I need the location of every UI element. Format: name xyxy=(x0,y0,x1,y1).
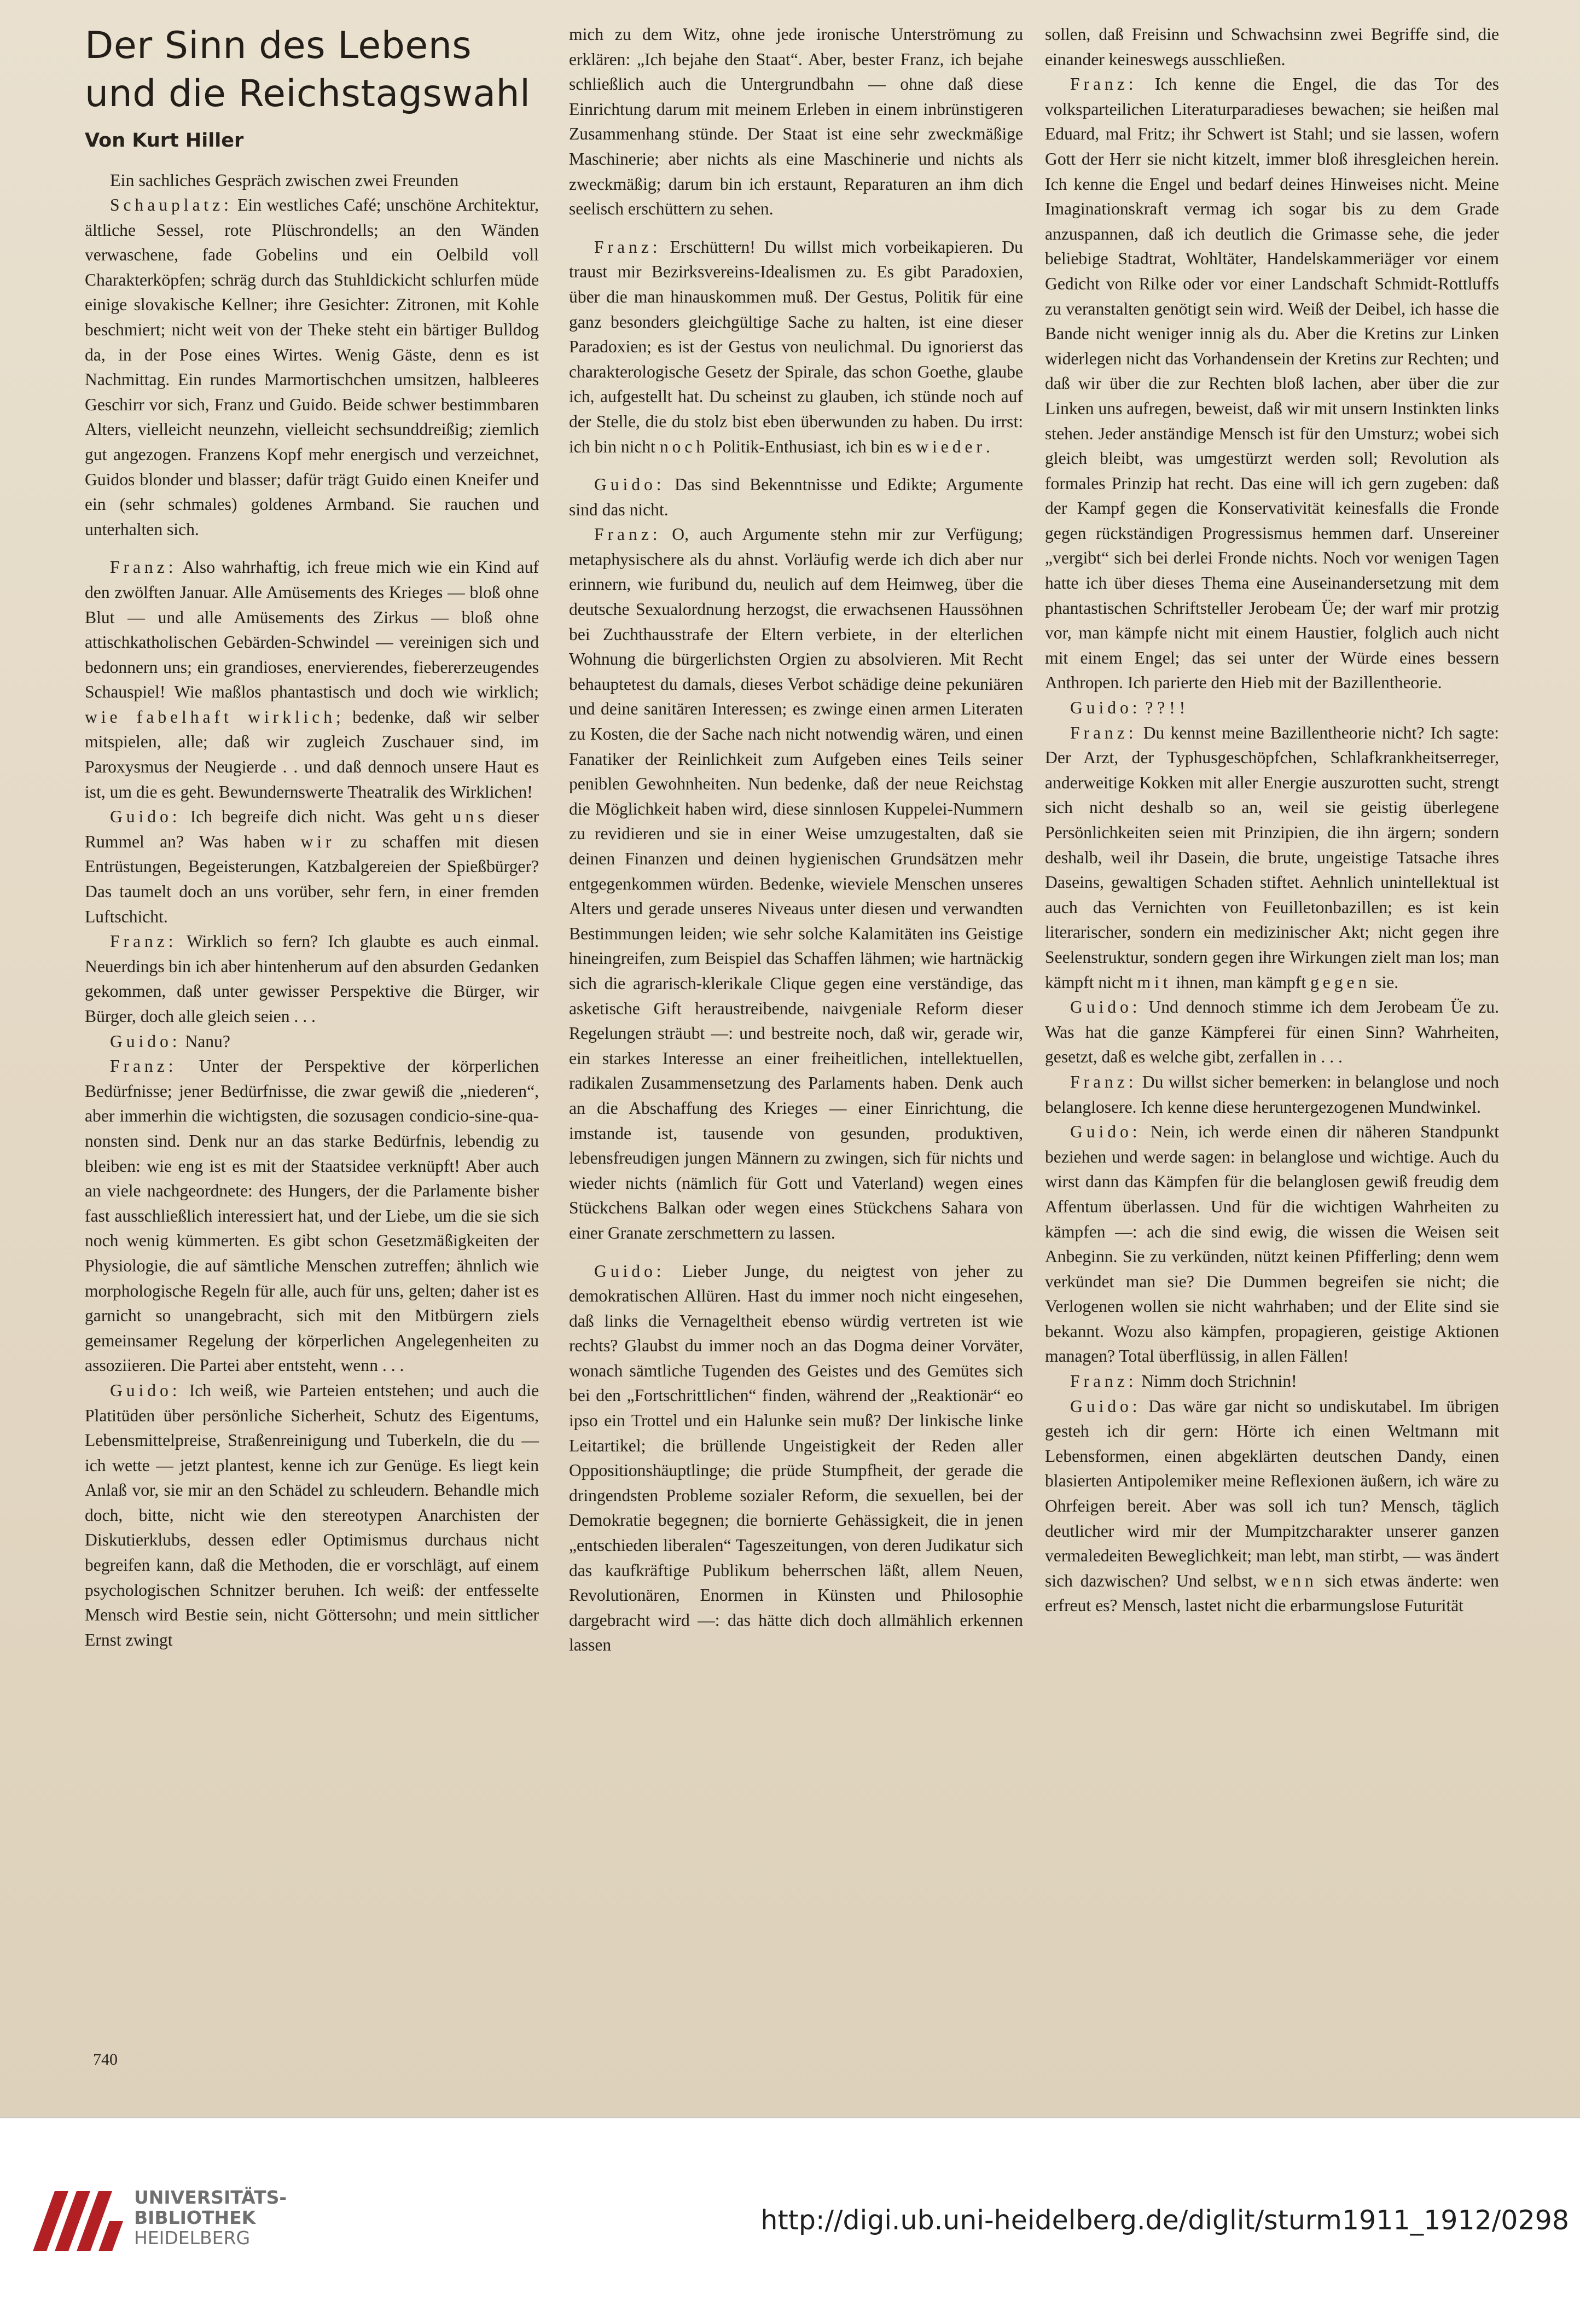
dialogue-paragraph: Franz: Wirklich so fern? Ich glaubte es auch einmal. Neuerdings bin ich aber hintenherum auf den absurden Gedanken gekommen, daß unter gewisser Perspektive die Bürger, wir Bürger, doch alle gleich seien . . . xyxy=(85,932,539,1026)
column-left xyxy=(85,22,539,1652)
speaker-label: Guido: xyxy=(110,1380,181,1400)
dialogue-paragraph: Franz: Erschüttern! Du willst mich vorbeikapieren. Du traust mir Bezirksvereins-Idealismen zu. Es gibt Paradoxien, über die man hinauskommen muß. Der Gestus, Politik für eine ganz besonders gleichgültige Sache zu halten, ist eine dieser Paradoxien; es ist der Gestus von neulichmal. Du ignorierst das charakterologische Gesetz der Spirale, das schon Goethe, glaube ich, aufgestellt hat. Du scheinst zu glauben, ich stünde noch auf der Stelle, die du stolz bist eben überwunden zu haben. Du irrst: ich bin nicht noch Politik-Enthusiast, ich bin es wieder. xyxy=(569,237,1023,456)
title-line-1: Der Sinn des Lebens xyxy=(85,24,472,67)
dialogue-paragraph: Franz: Ich kenne die Engel, die das Tor des volksparteilichen Literaturparadieses bewachen; sie heißen mal Eduard, mal Fritz; ihr Schwert ist Stahl; und sie lassen, wofern Gott der Herr sie nicht kitzelt, immer bloß ihresgleichen herein. Ich kenne die Engel und bedarf deines Hinweises nicht. Meine Imaginationskraft vermag ich sogar bis zu dem Grade anzuspannen, daß ich deutlich die Grimasse sehe, die jeder beliebige Stadtrat, Wohltäter, Handelskammeriäger vor einem Gedicht von Rilke oder vor einer Landschaft Schmidt-Rottluffs zu veranstalten genötigt sein wird. Weiß der Deibel, ich hasse die Bande nicht weniger innig als du. Aber die Kretins zur Linken widerlegen nicht das Vorhandensein der Kretins zur Rechten; und daß wir über die zur Rechten bloß lachen, aber über die zur Linken uns aufregen, beweist, daß wir mit unsern Instinkten links stehen. Jeder anständige Mensch ist für den Umsturz; wobei sich gleich bleibt, was umgestürzt werden soll; Revolution als formales Prinzip hat recht. Das eine will ich gern zugeben: daß der Kampf gegen die Konservativität keinesfalls die Fronde gegen rückständigen Progressismus hemmen darf. Unsereiner „vergibt“ sich bei derlei Fronde nichts. Noch vor wenigen Tagen hatte ich über dieses Thema eine Auseinandersetzung mit dem phantastischen Schriftsteller Jerobeam Üe; der warf mir protzig vor, man kämpfe nicht mit einem Haustier, folglich auch nicht mit einem Engel; das sei unter der Würde eines bessern Anthropen. Ich parierte den Hieb mit der Bazillentheorie. xyxy=(1045,74,1500,693)
library-name xyxy=(134,2187,287,2248)
dialogue-paragraph: Guido: Ich weiß, wie Parteien entstehen; und auch die Platitüden über persönliche Sicherheit, Schutz des Eigentums, Lebensmittelpreise, Straßenreinigung und Tuberkeln, die du — ich wette — jetzt plantest, kenne ich zur Genüge. Es liegt kein Anlaß vor, sie mir an den Schädel zu schleudern. Behandle mich doch, bitte, nicht wie den stereotypen Anarchisten der Diskutierklubs, dessen edler Optimismus durchaus nicht begreifen kann, daß die Methoden, die er vorschlägt, auf einem psychologischen Schnitzer beruhen. Ich weiß: der entfesselte Mensch wird Bestie sein, nicht Göttersohn; und mein sittlicher Ernst zwingt xyxy=(85,1380,539,1649)
dialogue-paragraph: Guido: Das sind Bekenntnisse und Edikte; Argumente sind das nicht. xyxy=(569,475,1024,519)
dialogue-paragraph: Franz: Nimm doch Strichnin! xyxy=(1070,1372,1297,1391)
dialogue-paragraph: Franz: Also wahrhaftig, ich freue mich wie ein Kind auf den zwölften Januar. Alle Amüsements des Krieges — bloß ohne Blut — und alle Amüsements des Zirkus — bloß ohne attischkatholischen Gebärden-Schwindel — vereinigen sich und bedonnern uns; ein grandioses, enervierendes, fiebererzeugendes Schauspiel! Wie maßlos phantastisch und doch wie wirklich; wie fabelhaft wirklich; bedenke, daß wir selber mitspielen, alle; daß wir zugleich Zuschauer sind, im Paroxysmus der Neugierde . . und daß dennoch unsere Haut es ist, um die es geht. Bewundernswerte Theatralik des Wirklichen! xyxy=(85,557,539,801)
speaker-label: Guido: xyxy=(110,1031,181,1051)
speaker-label: Franz: xyxy=(594,525,661,544)
speaker-label: Franz: xyxy=(110,932,177,951)
dialogue-paragraph: Guido: Lieber Junge, du neigtest von jeher zu demokratischen Allüren. Hast du immer noch nicht eingesehen, daß links die Vernageltheit ebenso würdig vertreten ist wie rechts? Glaubst du immer noch an das Dogma deiner Vorväter, wonach sämtliche Tugenden des Geistes und des Gemütes sich bei den „Fortschrittlichen“ finden, während der „Reaktionär“ eo ipso ein Trottel und ein Halunke sein muß? Der linkische linke Leitartikel; die brüllende Ungeistigkeit der Reden aller Oppositionshäuptlinge; die prüde Stumpfheit, der gerade die dringendsten Probleme sozialer Reform, die sexuellen, bei der Demokratie begegnen; die bornierte Gehässigkeit, die in jenen „entschieden liberalen“ Tageszeitungen, von deren Judikatur sich das kaufkräftige Publikum beherrschen läßt, allem Neuen, Revolutionären, Enormen in Künsten und Philosophie dargebracht wird —: das hätte dich doch allmählich erkennen lassen xyxy=(569,1261,1023,1655)
speaker-label: Guido: xyxy=(594,475,665,495)
column-right xyxy=(1045,22,1499,1618)
speaker-label: Franz: xyxy=(1070,1372,1137,1391)
speaker-label: Guido: xyxy=(110,807,181,827)
speaker-label: Guido: xyxy=(1070,1396,1141,1416)
dialogue-paragraph: Franz: O, auch Argumente stehn mir zur Verfügung; metaphysischere als du ahnst. Vorläufig werde ich dich aber nur erinnern, wie furibund du, neulich auf dem Heimweg, über die deutsche Sexualordnung herzogst, die erwachsenen Haussöhnen bei Zuchthausstrafe der Eltern verbiete, in der elterlichen Wohnung die bürgerlichsten Orgien zu absolvieren. Mit Recht behauptetest du damals, dieses Verbot schädige deine pekuniären und deine sanitären Interessen; es zwinge einen armen Literaten zu Kosten, die der Sache nach nicht notwendig wären, und einen Fanatiker der Reinlichkeit zum Aufgeben eines Teils seiner peniblen Gewohnheiten. Nun bedenke, daß der neue Reichstag die Möglichkeit haben wird, diese sinnlosen Kuppelei-Nummern zu revidieren und sie in einer Weise umzugestalten, daß sie deinen Finanzen und deinen hygienischen Grundsätzen mehr entgegenkommen würden. Bedenke, wieviele Menschen unseres Alters und gerade unseres Niveaus unter diesen und verwandten Bestimmungen leiden; wie sehr solche Kalamitäten ins Geistige hineingreifen, zum Beispiel das Schaffen lähmen; wie hartnäckig sich die agrarisch-klerikale Clique gegen eine verständige, das asketische Gift heraustreibende, naivgeniale Reform dieser Regelungen sträubt —: und bestreite noch, daß wir, gerade wir, ein starkes Interesse an einer freiheitlichen, intellektuellen, radikalen Zusammensetzung des Parlaments haben. Denk auch an die Abschaffung des Krieges — einer Einrichtung, die imstande ist, tausende von gesunden, produktiven, lebensfreudigen jungen Männern zu zwingen, sich für nichts und wieder nichts (nämlich für Gott und Vaterland) wegen eines Stückchens Balkan oder wegen eines Stückchens Sahara von einer Granate zerschmettern zu lassen. xyxy=(569,525,1024,1242)
library-footer xyxy=(0,2117,1580,2324)
speaker-label: Franz: xyxy=(1070,723,1137,742)
speaker-label: Franz: xyxy=(1070,1072,1137,1091)
column-middle xyxy=(569,22,1023,1658)
speaker-label: Franz: xyxy=(110,1056,177,1076)
dialogue-paragraph: Guido: Und dennoch stimme ich dem Jerobeam Üe zu. Was hat die ganze Kämpferei für einen Sinn? Wahrheiten, gesetzt, daß es welche gibt, zerfallen in . . . xyxy=(1045,997,1499,1067)
dialogue-paragraph: Guido: Ich begreife dich nicht. Was geht uns dieser Rummel an? Was haben wir zu schaffen mit diesen Entrüstungen, Begeisterungen, Katzbalgereien der Spießbürger? Das taumelt doch an uns vorüber, sehr fern, in einer fremden Luftschicht. xyxy=(85,807,539,926)
dialogue-paragraph: Guido: Nanu? xyxy=(110,1031,230,1051)
footer-divider xyxy=(0,2117,1580,2118)
speaker-label: Franz: xyxy=(1070,74,1137,94)
author-byline: Von Kurt Hiller xyxy=(85,130,244,152)
speaker-label: Franz: xyxy=(594,237,661,257)
library-name-line-2: BIBLIOTHEK xyxy=(134,2207,256,2228)
continued-paragraph: sollen, daß Freisinn und Schwachsinn zwei Begriffe sind, die einander keineswegs ausschließen. xyxy=(1045,25,1499,69)
speaker-label: Guido: xyxy=(594,1261,665,1281)
dialogue-paragraph: Franz: Unter der Perspektive der körperlichen Bedürfnisse; jener Bedürfnisse, die zwar gewiß die „niederen“, aber immerhin die wichtigsten, die sozusagen condicio-sine-qua-nonsten sind. Denk nur an das starke Bedürfnis, lebendig zu bleiben: wie eng ist es mit der Staatsidee verknüpft! Aber auch an viele nachgeordnete: des Hungers, der die Parlamente bisher fast ausschließlich interessiert hat, und der Liebe, um die sie sich noch wenig kümmerten. Es gibt schon Gesetzmäßigkeiten der Physiologie, die auf sämtliche Menschen zutreffen; ähnlich wie morphologische Regeln für alle, auch für uns, gelten; daher ist es garnicht so unangebracht, sich mit den Mitbürgern ziels gemeinsamer Regelung der körperlichen Angelegenheiten zu assoziieren. Die Partei aber entsteht, wenn . . . xyxy=(85,1056,539,1375)
speaker-label: Schauplatz: xyxy=(110,195,233,214)
dialogue-paragraph: Guido: Nein, ich werde einen dir näheren Standpunkt beziehen und werde sagen: in belanglose und wichtige. Auch du wirst dann das Kämpfen für die belanglosen gewiß freudig dem Affentum überlassen. Und für die wichtigen Wahrheiten zu kämpfen —: ach die sind ewig, die wissen die Weisen seit Anbeginn. Sie zu verkünden, nützt keinen Pfifferling; denn wem verkündet man sie? Die Dummen begreifen sie nicht; die Verlogenen wollen sie nicht wahrhaben; und der Elite sind sie bekannt. Wozu also kämpfen, propagieren, geistige Aktionen managen? Total überflüssig, in allen Fällen! xyxy=(1045,1122,1499,1366)
speaker-label: Guido: xyxy=(1070,698,1141,718)
speaker-label: Guido: xyxy=(1070,1122,1141,1142)
dialogue-paragraph: Franz: Du willst sicher bemerken: in belanglose und noch belanglosere. Ich kenne diese heruntergezogenen Mundwinkel. xyxy=(1045,1072,1499,1117)
article-title xyxy=(85,22,539,118)
source-url-link[interactable]: http://digi.ub.uni-heidelberg.de/diglit/sturm1911_1912/0298 xyxy=(760,2205,1569,2236)
article-subtitle: Ein sachliches Gespräch zwischen zwei Freunden xyxy=(110,170,459,190)
title-line-2: und die Reichstagswahl xyxy=(85,72,531,115)
dialogue-paragraph: Guido: Das wäre gar nicht so undiskutabel. Im übrigen gesteh ich dir gern: Hörte ich einen Weltmann mit Lebensformen, einen abgeklärten deutschen Dandy, einen blasierten Antipolemiker meine Reflexionen äußern, ich wäre zu Ohrfeigen bereit. Aber was soll ich tun? Mensch, täglich deutlicher wird mir der Mumpitzcharakter unserer ganzen vermaledeiten Beweglichkeit; man lebt, man stirbt, — was ändert sich dazwischen? Und selbst, wenn sich etwas änderte: wen erfreut es? Mensch, lastet nicht die erbarmungslose Futurität xyxy=(1045,1396,1499,1616)
dialogue-paragraph: Guido: ? ? ! ! xyxy=(1070,698,1186,718)
library-name-line-1: UNIVERSITÄTS- xyxy=(134,2187,287,2208)
dialogue-paragraph: Franz: Du kennst meine Bazillentheorie nicht? Ich sagte: Der Arzt, der Typhusgeschöpfchen, Schlafkrankheitserreger, anderweitige Kokken mit aller Energie auszurotten sucht, strengt sich nicht deshalb so an, weil sie geistig überlegene Persönlichkeiten seien mit Prinzipien, die ihn ärgern; sondern deshalb, weil ihr Dasein, die brute, ungeistige Tatsache ihres Daseins, gewaltigen Schaden stiftet. Aehnlich unintellektual ist auch das Vernichten von Feuilletonbazillen; es ist kein literarischer, sondern ein medizinischer Akt; nicht gegen ihre Seelenstruktur, sondern gegen ihre Wirkungen zielt man los; man kämpft nicht mit ihnen, man kämpft gegen sie. xyxy=(1045,723,1499,992)
continued-paragraph: mich zu dem Witz, ohne jede ironische Unterströmung zu erklären: „Ich bejahe den Staat“. Aber, bester Franz, ich bejahe schließlich auch die Untergrundbahn — ohne daß diese Einrichtung darum mit meinem Erleben in einem inbrünstigeren Zusammenhang stünde. Der Staat ist eine sehr zweckmäßige Maschinerie; aber nichts als eine Maschinerie und nichts als zweckmäßig; darum bin ich erstaunt, Reparaturen an ihm dich seelisch erschüttern zu sehen. xyxy=(569,25,1023,219)
speaker-label: Franz: xyxy=(110,557,177,577)
speaker-label: Guido: xyxy=(1070,997,1141,1017)
scene-paragraph: Schauplatz: Ein westliches Café; unschöne Architektur, ältliche Sessel, rote Plüschrondells; an den Wänden verwaschene, fade Gobelins und ein Oelbild voll Charakterköpfen; schräg durch das Stuhldickicht schlurfen müde einige slovakische Kellner; ihre Gesichter: Zitronen, mit Kohle beschmiert; nicht weit von der Theke steht ein bärtiger Bulldog da, in der Pose eines Wirtes. Wenig Gäste, denn es ist Nachmittag. Ein rundes Marmortischchen umsitzen, halbleeres Geschirr vor sich, Franz und Guido. Beide schwer bestimmbaren Alters, vielleicht neunzehn, vielleicht sechsunddreißig; ziemlich gut angezogen. Franzens Kopf mehr energisch und verzeichnet, Guidos blonder und blasser; dafür trägt Guido einen Kneifer und ein (sehr schmales) goldenes Armband. Sie rauchen und unterhalten sich. xyxy=(85,195,539,539)
page-number: 740 xyxy=(93,2050,118,2069)
library-name-line-3: HEIDELBERG xyxy=(134,2227,251,2249)
